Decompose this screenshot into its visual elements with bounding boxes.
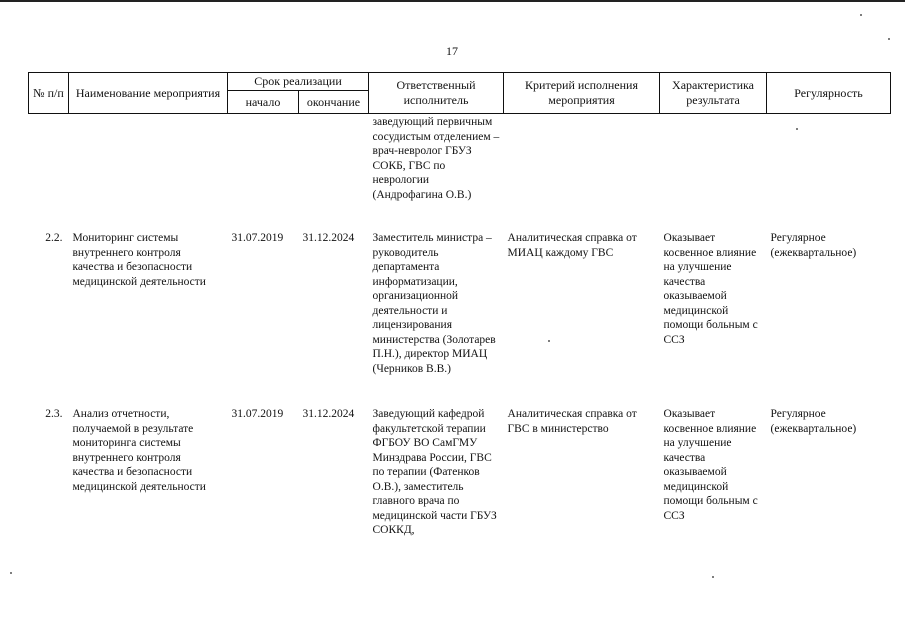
row-name: Мониторинг системы внутреннего контроля качества и безопасности медицинской деятельности [72,232,206,288]
table-row-continuation [29,114,891,232]
header-criterion: Критерий исполнения мероприятия [504,73,660,114]
row-number: 2.2. [45,232,63,244]
header-regularity: Регулярность [767,73,891,114]
header-name: Наименование мероприятия [69,73,228,114]
row-start-date: 31.07.2019 [231,408,284,420]
scan-edge-line [0,0,905,2]
row-result: Оказывает косвенное влияние на улучшение качества оказываемой медицинской помощи больным с ССЗ [663,232,758,346]
row-end-date: 31.12.2024 [302,408,355,420]
row-regularity: Регулярное (ежеквартальное) [770,408,857,435]
row-responsible: Заместитель министра – руководитель департамента информатизации, организационной деятельности и лицензирования министерства (Золотарев П.Н.), директор МИАЦ (Черников В.В.) [372,232,496,375]
action-plan-table [28,72,891,538]
table-row [29,231,891,407]
scan-speck [888,38,890,40]
scan-speck [712,576,714,578]
scan-speck [860,14,862,16]
row-name: Анализ отчетности, получаемой в результате мониторинга системы внутреннего контроля качества и безопасности медицинской деятельности [72,408,206,493]
header-start: начало [228,91,299,114]
header-period: Срок реализации [228,73,369,91]
page-number: 17 [446,44,458,58]
table-row [29,407,891,538]
header-num: № п/п [29,73,69,114]
row-result: Оказывает косвенное влияние на улучшение качества оказываемой медицинской помощи больным с ССЗ [663,408,758,522]
scan-speck [10,572,12,574]
row-start-date: 31.07.2019 [231,232,284,244]
row-responsible: Заведующий кафедрой факультетской терапии ФГБОУ ВО СамГМУ Минздрава России, ГВС по терапии (Фатенков О.В.), заместитель главного врача по медицинской части ГБУЗ СОККД, [372,408,497,536]
row-criterion: Аналитическая справка от ГВС в министерство [507,408,637,435]
header-end: окончание [299,91,369,114]
header-responsible: Ответственный исполнитель [369,73,504,114]
row-number: 2.3. [45,408,63,420]
header-result: Характеристика результата [660,73,767,114]
row-criterion: Аналитическая справка от МИАЦ каждому ГВС [507,232,637,259]
continuation-responsible: заведующий первичным сосудистым отделением – врач-невролог ГБУЗ СОКБ, ГВС по неврологии (Андрофагина О.В.) [372,116,500,201]
row-regularity: Регулярное (ежеквартальное) [770,232,857,259]
row-end-date: 31.12.2024 [302,232,355,244]
